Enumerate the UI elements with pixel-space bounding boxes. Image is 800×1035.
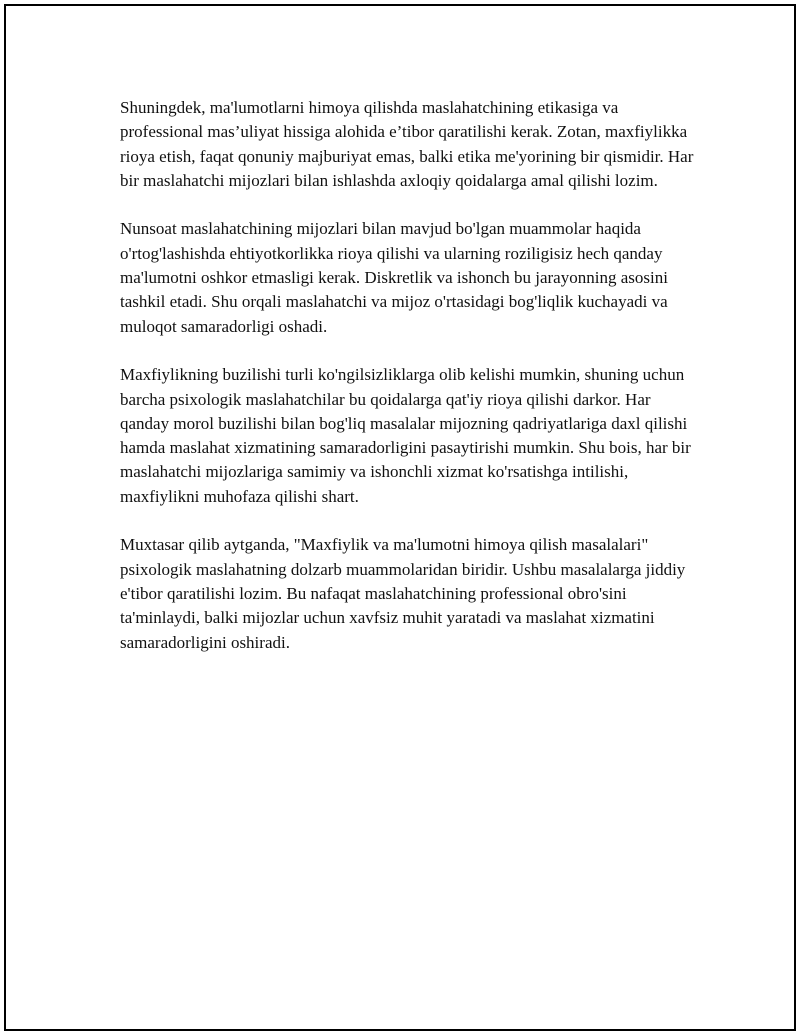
page-frame bbox=[4, 4, 796, 1031]
paragraph-2: Nunsoat maslahatchining mijozlari bilan mavjud bo'lgan muammolar haqida o'rtog'lashishda ehtiyotkorlikka rioya qilishi va ularning roziligisiz hech qanday ma'lumotni oshkor etmasligi kerak. Diskretlik va ishonch bu jarayonning asosini tashkil etadi. Shu orqali maslahatchi va mijoz o'rtasidagi bog'liqlik kuchayadi va muloqot samaradorligi oshadi. bbox=[120, 219, 668, 336]
paragraph-3: Maxfiylikning buzilishi turli ko'ngilsizliklarga olib kelishi mumkin, shuning uchun barcha psixologik maslahatchilar bu qoidalarga qat'iy rioya qilishi darkor. Har qanday morol buzilishi bilan bog'liq masalalar mijozning qadriyatlariga daxl qilishi hamda maslahat xizmatining samaradorligini pasaytirishi mumkin. Shu bois, har bir maslahatchi mijozlariga samimiy va ishonchli xizmat ko'rsatishga intilishi, maxfiylikni muhofaza qilishi shart. bbox=[120, 365, 691, 506]
paragraph-4: Muxtasar qilib aytganda, "Maxfiylik va ma'lumotni himoya qilish masalalari" psixologik maslahatning dolzarb muammolaridan biridir. Ushbu masalalarga jiddiy e'tibor qaratilishi lozim. Bu nafaqat maslahatchining professional obro'sini ta'minlaydi, balki mijozlar uchun xavfsiz muhit yaratadi va maslahat xizmatini samaradorligini oshiradi. bbox=[120, 535, 686, 652]
paragraph-1: Shuningdek, ma'lumotlarni himoya qilishda maslahatchining etikasiga va professional mas’uliyat hissiga alohida e’tibor qaratilishi kerak. Zotan, maxfiylikka rioya etish, faqat qonuniy majburiyat emas, balki etika me'yorining bir qismidir. Har bir maslahatchi mijozlari bilan ishlashda axloqiy qoidalarga amal qilishi lozim. bbox=[120, 98, 694, 190]
document-body bbox=[120, 96, 700, 679]
